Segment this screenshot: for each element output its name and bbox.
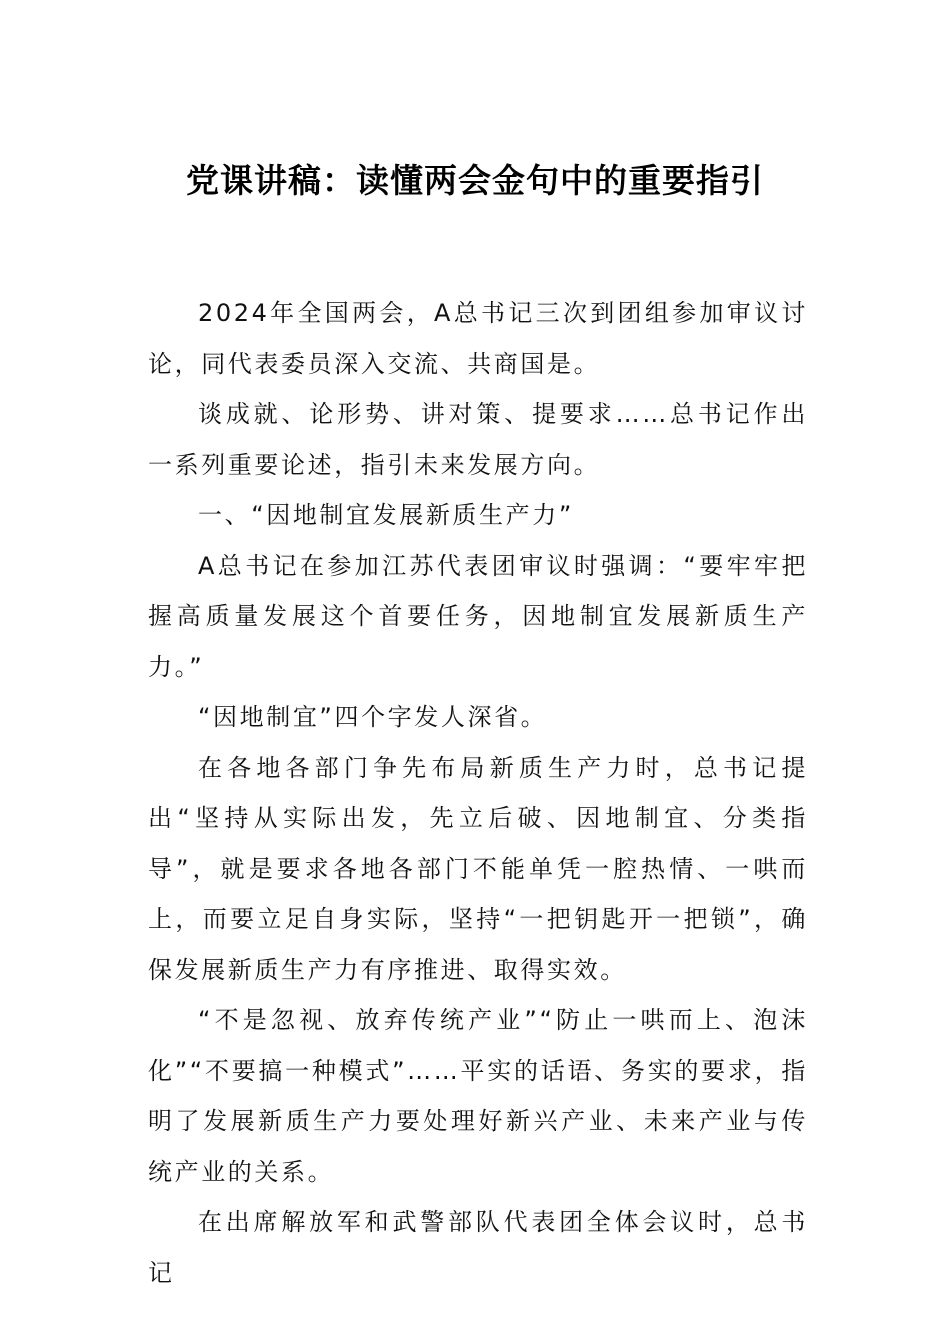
paragraph: 在出席解放军和武警部队代表团全体会议时，总书记 — [148, 1208, 808, 1287]
paragraph: “不是忽视、放弃传统产业”“防止一哄而上、泡沫化”“不要搞一种模式”……平实的话语、务实的要求，指明了发展新质生产力要处理好新兴产业、未来产业与传统产业的关系。 — [148, 1006, 808, 1186]
paragraph: 2024年全国两会，A总书记三次到团组参加审议讨论，同代表委员深入交流、共商国是。 — [148, 299, 808, 378]
paragraph: “因地制宜”四个字发人深省。 — [198, 703, 548, 731]
document-body — [148, 288, 808, 1298]
document-title: 党课讲稿：读懂两会金句中的重要指引 — [186, 161, 764, 200]
section-heading: 一、“因地制宜发展新质生产力” — [198, 501, 574, 529]
paragraph: 在各地各部门争先布局新质生产力时，总书记提出“坚持从实际出发，先立后破、因地制宜、分类指导”，就是要求各地各部门不能单凭一腔热情、一哄而上，而要立足自身实际，坚持“一把钥匙开一把锁”，确保发展新质生产力有序推进、取得实效。 — [148, 753, 808, 984]
paragraph: 谈成就、论形势、讲对策、提要求……总书记作出一系列重要论述，指引未来发展方向。 — [148, 400, 808, 479]
paragraph: A总书记在参加江苏代表团审议时强调：“要牢牢把握高质量发展这个首要任务，因地制宜发展新质生产力。” — [148, 551, 808, 681]
